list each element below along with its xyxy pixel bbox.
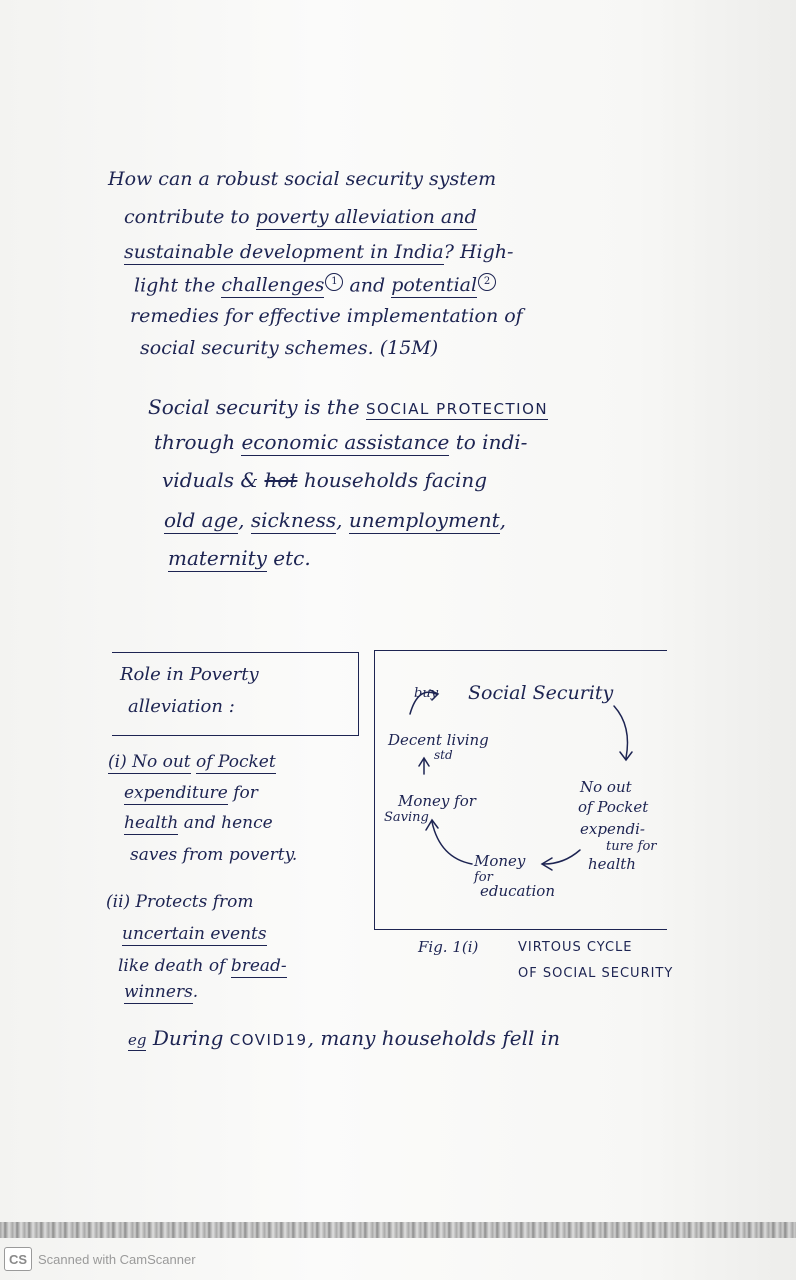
point-text: (i) No out [108,752,191,772]
point-text: expenditure [124,783,228,803]
figure-decent-std: std [434,748,453,762]
sickness-term: sickness [250,508,337,532]
definition-line-4 [164,508,506,532]
question-text: remedies for effective implementation of [130,305,523,327]
question-text: social security schemes. (15M) [140,337,439,359]
definition-line-5 [168,546,311,570]
point-2-line-2 [122,924,267,944]
figure-money-saving-1: Money for [398,792,476,810]
definition-line-1 [148,395,548,419]
underlined-phrase: sustainable development in India [124,241,444,263]
figure-caption-line-1: VIRTOUS CYCLE [518,940,633,955]
figure-no-out-1: No out [580,778,632,796]
arrow-health-to-education [544,850,580,864]
figure-no-out-4: ture for [606,839,657,854]
economic-assistance-term: economic assistance [241,430,450,454]
maternity-term: maternity [168,546,267,570]
point-text: uncertain events [122,924,267,944]
question-line-4 [134,273,496,296]
social-protection-term: SOCIAL PROTECTION [365,400,549,418]
question-line-6 [140,337,438,359]
circled-number: 1 [325,273,343,291]
separator: , [336,508,349,532]
definition-line-3 [162,468,487,492]
figure-no-out-3: expendi- [580,820,645,838]
question-line-5 [130,305,523,327]
figure-no-out-2: of Pocket [578,798,649,816]
figure-caption-label: Fig. 1(i) [418,938,479,956]
figure-money-edu-3: education [480,882,555,900]
figure-buy-label: buy [414,686,439,701]
point-1-line-3 [124,813,273,833]
role-title-2: alleviation : [128,696,235,717]
separator: , [499,508,507,532]
struck-word: hot [264,468,298,492]
question-text: and [349,274,386,297]
point-1-line-4 [130,845,297,865]
underlined-phrase: potential [391,274,478,297]
arrow-security-to-no-out [614,706,628,758]
point-text: health [124,813,179,833]
circled-number: 2 [478,273,496,291]
figure-money-edu-2: for [474,870,493,885]
underlined-phrase: poverty alleviation and [255,206,477,228]
covid-term: COVID19 [229,1031,308,1049]
point-1-line-2 [124,783,258,803]
figure-no-out-5: health [588,855,636,873]
question-text: ? High- [443,241,514,263]
camscanner-text: Scanned with CamScanner [38,1251,196,1267]
point-text: and hence [183,813,273,833]
question-text: contribute to [124,206,250,228]
definition-line-2 [154,430,527,454]
scan-edge-strip [0,1222,796,1238]
point-text: of Pocket [196,752,276,772]
point-2-line-4 [124,982,198,1002]
definition-text: Social security is the [148,395,360,419]
point-text: winners [124,982,193,1002]
definition-text: through [154,430,236,454]
camscanner-watermark [4,1246,196,1272]
figure-social-security: Social Security [468,682,614,704]
point-1-line-1 [108,752,276,772]
definition-text: to indi- [455,430,528,454]
point-text: saves from poverty. [130,845,298,865]
definition-text: households facing [303,468,488,492]
unemployment-term: unemployment [348,508,500,532]
point-text: for [233,783,258,803]
old-age-term: old age [164,508,239,532]
point-text: bread- [230,956,287,976]
point-2-line-1: (ii) Protects from [106,892,254,912]
figure-decent-living: Decent living [388,731,489,749]
point-2-line-3 [118,956,287,976]
example-text: , many households fell in [307,1026,561,1050]
role-title-1: Role in Poverty [120,664,259,685]
example-text: During [152,1026,224,1050]
definition-text: viduals & [162,468,259,492]
question-line-1 [108,168,496,190]
point-text: . [192,982,199,1002]
point-text: like death of [118,956,226,976]
question-line-2 [124,206,477,228]
camscanner-logo-icon: CS [4,1247,32,1271]
question-line-3 [124,241,513,263]
figure-caption-line-2: OF SOCIAL SECURITY [518,966,674,981]
underlined-phrase: challenges [221,274,325,297]
example-line [128,1026,560,1050]
figure-money-saving-2: Saving [384,810,429,825]
figure-money-edu-1: Money [474,852,526,870]
question-text: light the [134,274,216,297]
separator: , [238,508,251,532]
definition-text: etc. [273,546,311,570]
question-text: How can a robust social security system [108,168,497,190]
eg-marker: eg [128,1031,147,1049]
